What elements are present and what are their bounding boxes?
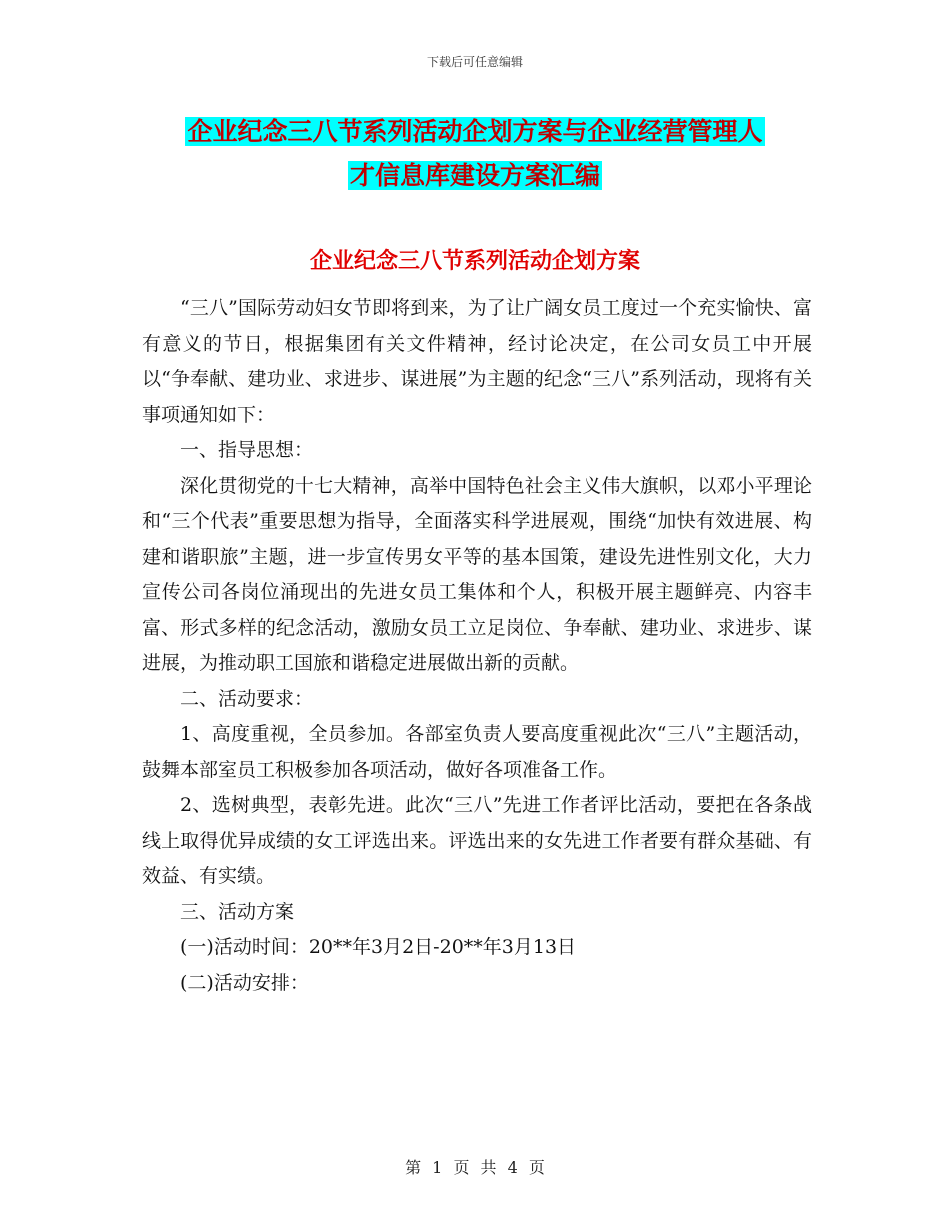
title-line-1: 企业纪念三八节系列活动企划方案与企业经营管理人 bbox=[187, 117, 763, 146]
paragraph: (二)活动安排： bbox=[180, 971, 309, 994]
paragraph: 三、活动方案 bbox=[180, 900, 295, 923]
page-footer: 第 1 页 共 4 页 bbox=[405, 1158, 545, 1177]
paragraph: 深化贯彻党的十七大精神，高举中国特色社会主义伟大旗帜，以邓小平理论和“三个代表”重要思想为指导，全面落实科学进展观，围绕“加快有效进展、构建和谐职旅”主题，进一步宣传男女平等的基本国策，建设先进性别文化，大力宣传公司各岗位涌现出的先进女员工集体和个人，积极开展主题鲜亮、内容丰富、形式多样的纪念活动，激励女员工立足岗位、争奉献、建功业、求进步、谋进展，为推动职工国旅和谐稳定进展做出新的贡献。 bbox=[142, 474, 812, 674]
paragraph: 2、选树典型，表彰先进。此次“三八”先进工作者评比活动，要把在各条战线上取得优异成绩的女工评选出来。评选出来的女先进工作者要有群众基础、有效益、有实绩。 bbox=[142, 794, 812, 887]
paragraph: 1、高度重视，全员参加。各部室负责人要高度重视此次“三八”主题活动，鼓舞本部室员工积极参加各项活动，做好各项准备工作。 bbox=[142, 723, 812, 781]
title-line-2: 才信息库建设方案汇编 bbox=[349, 161, 600, 190]
section-title: 企业纪念三八节系列活动企划方案 bbox=[309, 249, 640, 274]
header-note: 下载后可任意编辑 bbox=[426, 55, 523, 69]
paragraph: “三八”国际劳动妇女节即将到来，为了让广阔女员工度过一个充实愉快、富有意义的节日，根据集团有关文件精神，经讨论决定，在公司女员工中开展以“争奉献、建功业、求进步、谋进展”为主题的纪念“三八”系列活动，现将有关事项通知如下： bbox=[142, 297, 812, 426]
document-title bbox=[0, 110, 950, 198]
document-body bbox=[142, 291, 812, 1001]
paragraph: 二、活动要求： bbox=[180, 687, 314, 710]
paragraph: 一、指导思想： bbox=[180, 439, 314, 461]
paragraph: (一)活动时间：20**年3月2日-20**年3月13日 bbox=[180, 936, 577, 958]
